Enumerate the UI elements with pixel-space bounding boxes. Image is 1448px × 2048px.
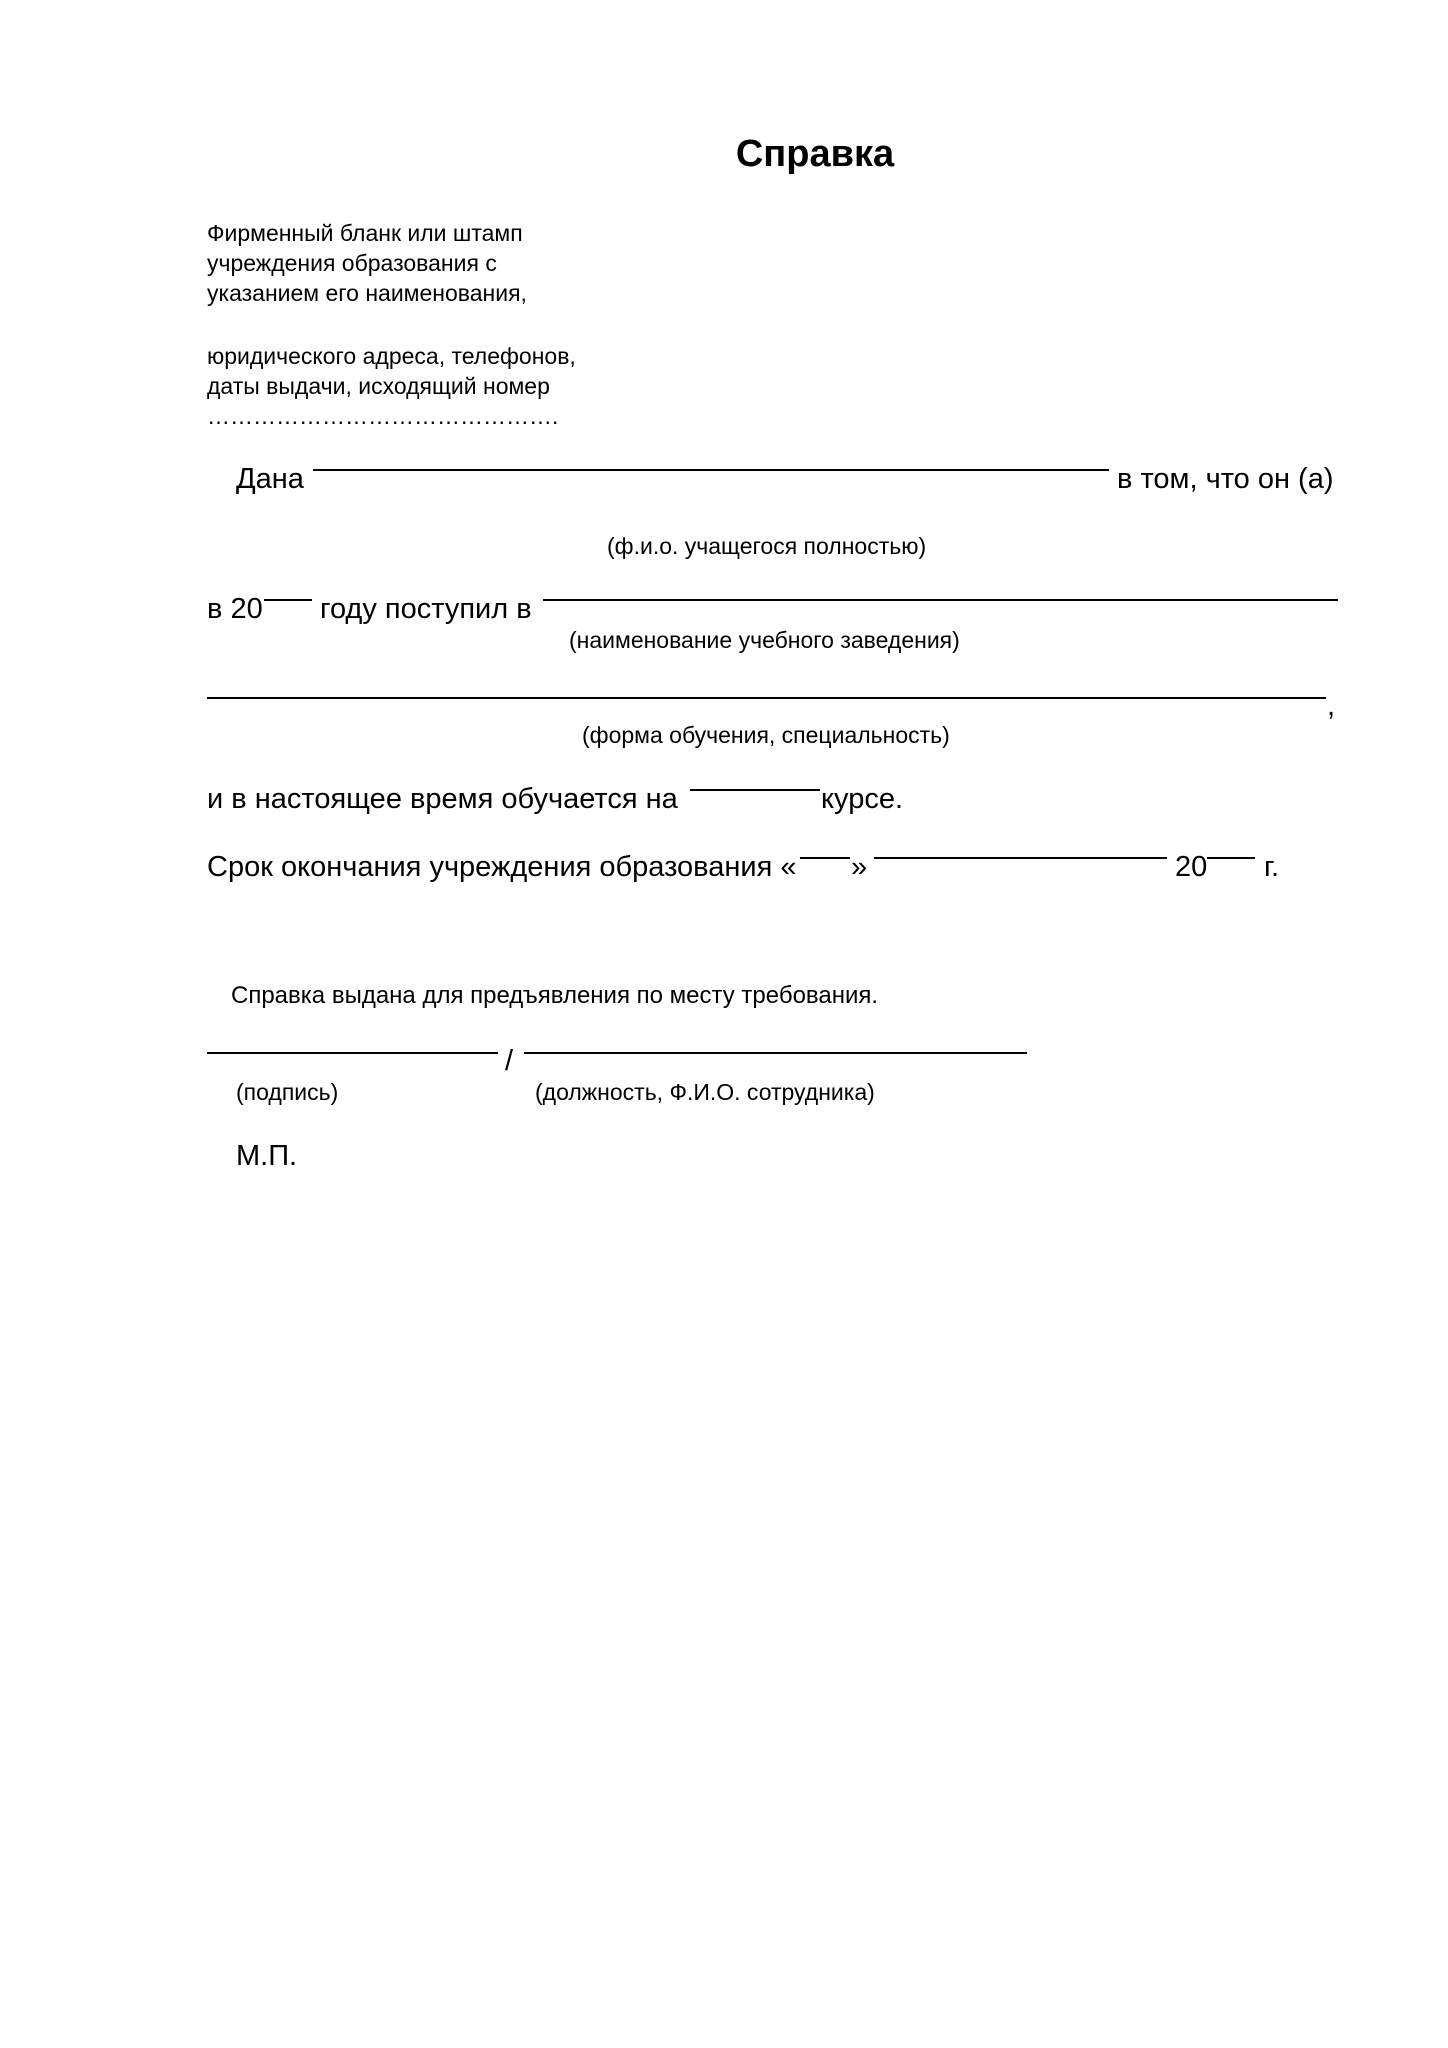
institution-name-caption: (наименование учебного заведения) — [569, 627, 960, 653]
current-course-label: и в настоящее время обучается на — [207, 783, 678, 815]
letterhead-line-1: Фирменный бланк или штамп — [207, 220, 523, 246]
graduation-month-line[interactable] — [874, 857, 1167, 859]
letterhead-line-2: учреждения образования с — [207, 250, 497, 276]
student-name-caption: (ф.и.о. учащегося полностью) — [607, 533, 927, 559]
signature-caption: (подпись) — [236, 1079, 339, 1105]
given-to-label: Дана — [236, 463, 304, 495]
student-name-line[interactable] — [313, 469, 1109, 471]
given-to-suffix: в том, что он (а) — [1117, 463, 1334, 495]
employee-position-line[interactable] — [524, 1052, 1027, 1054]
institution-name-line[interactable] — [543, 599, 1338, 601]
issued-for-statement: Справка выдана для предъявления по месту требования. — [231, 982, 879, 1009]
employee-position-caption: (должность, Ф.И.О. сотрудника) — [535, 1079, 875, 1105]
signature-line[interactable] — [207, 1052, 498, 1054]
document-title: Справка — [735, 133, 895, 175]
enrolled-year-prefix: в 20 — [207, 593, 263, 625]
signature-separator: / — [505, 1045, 514, 1077]
letterhead-line-4: юридического адреса, телефонов, — [207, 343, 576, 369]
letterhead-dots: ………………………………………. — [207, 403, 559, 429]
study-form-caption: (форма обучения, специальность) — [582, 722, 950, 748]
enrolled-year-line[interactable] — [264, 599, 312, 601]
graduation-year-prefix: 20 — [1175, 851, 1208, 883]
study-form-comma: , — [1327, 690, 1336, 722]
course-number-line[interactable] — [690, 789, 820, 791]
current-course-suffix: курсе. — [821, 783, 904, 815]
graduation-quote-close: » — [851, 851, 868, 883]
letterhead-placeholder — [207, 218, 576, 431]
graduation-year-line[interactable] — [1207, 857, 1255, 859]
graduation-day-line[interactable] — [800, 857, 850, 859]
study-form-line[interactable] — [207, 697, 1326, 699]
enrolled-label: году поступил в — [320, 593, 532, 625]
graduation-term-label: Срок окончания учреждения образования « — [207, 851, 797, 883]
letterhead-line-3: указанием его наименования, — [207, 280, 527, 306]
seal-place: М.П. — [236, 1140, 298, 1172]
letterhead-line-5: даты выдачи, исходящий номер — [207, 373, 550, 399]
graduation-year-suffix: г. — [1264, 851, 1280, 883]
